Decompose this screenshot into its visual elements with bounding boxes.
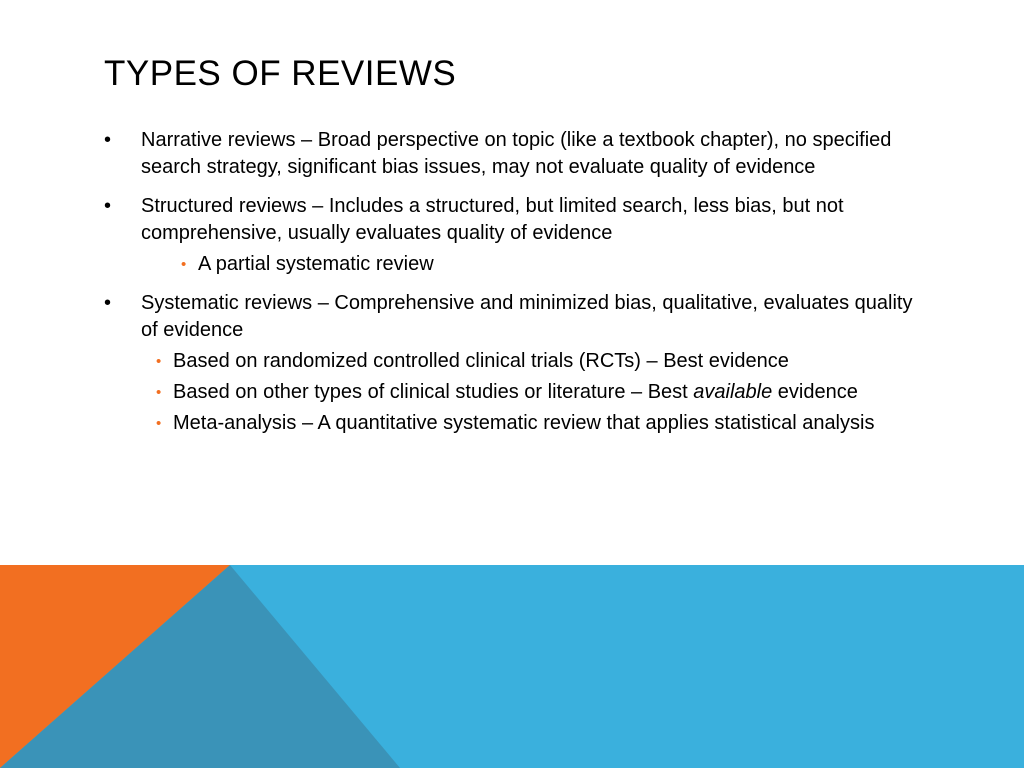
sub-bullet-other-studies xyxy=(156,379,934,406)
bullet-marker: • xyxy=(104,292,112,314)
sub-bullet-text: A partial systematic review xyxy=(198,253,434,275)
sub-bullet-marker: • xyxy=(156,384,162,401)
sub-bullet-emphasis: available xyxy=(693,381,773,403)
sub-bullet-marker: • xyxy=(181,256,187,273)
sub-bullet-text-end: evidence xyxy=(772,381,858,403)
bullet-term: Structured reviews xyxy=(141,195,307,217)
bullet-description: Includes a structured, but limited search, less bias, but not comprehensive, usually evaluates quality of evidence xyxy=(141,195,844,244)
bullet-marker: • xyxy=(104,129,112,151)
bullet-dash: – xyxy=(306,195,329,217)
bullet-item-systematic-reviews xyxy=(104,290,934,437)
sub-bullet-rcts xyxy=(156,348,934,375)
bullet-description: Broad perspective on topic (like a textbook chapter), no specified search strategy, significant bias issues, may not evaluate quality of evidence xyxy=(141,129,892,178)
sub-bullet-term: Meta-analysis xyxy=(173,412,297,434)
bullet-list xyxy=(104,127,934,449)
sub-bullet-marker: • xyxy=(156,353,162,370)
decorative-shapes xyxy=(0,565,1024,768)
sub-bullet-text: – A quantitative systematic review that applies statistical analysis xyxy=(296,412,875,434)
sub-bullet-text: Based on other types of clinical studies or literature – Best xyxy=(173,381,694,403)
bullet-term: Systematic reviews xyxy=(141,292,313,314)
sub-bullet-marker: • xyxy=(156,415,162,432)
bullet-term: Narrative reviews xyxy=(141,129,296,151)
bullet-marker: • xyxy=(104,195,112,217)
bullet-dash: – xyxy=(295,129,318,151)
sub-bullet-meta-analysis xyxy=(156,410,934,437)
sub-bullet-text: Based on randomized controlled clinical trials (RCTs) – Best evidence xyxy=(173,350,789,372)
decorative-footer-band xyxy=(0,565,1024,768)
sub-bullet-partial-systematic-review xyxy=(181,251,934,278)
bullet-description: Comprehensive and minimized bias, qualitative, evaluates quality of evidence xyxy=(141,292,913,341)
bullet-item-structured-reviews xyxy=(104,193,934,278)
bullet-item-narrative-reviews xyxy=(104,127,934,181)
bullet-dash: – xyxy=(312,292,335,314)
slide-title: TYPES OF REVIEWS xyxy=(104,54,457,93)
